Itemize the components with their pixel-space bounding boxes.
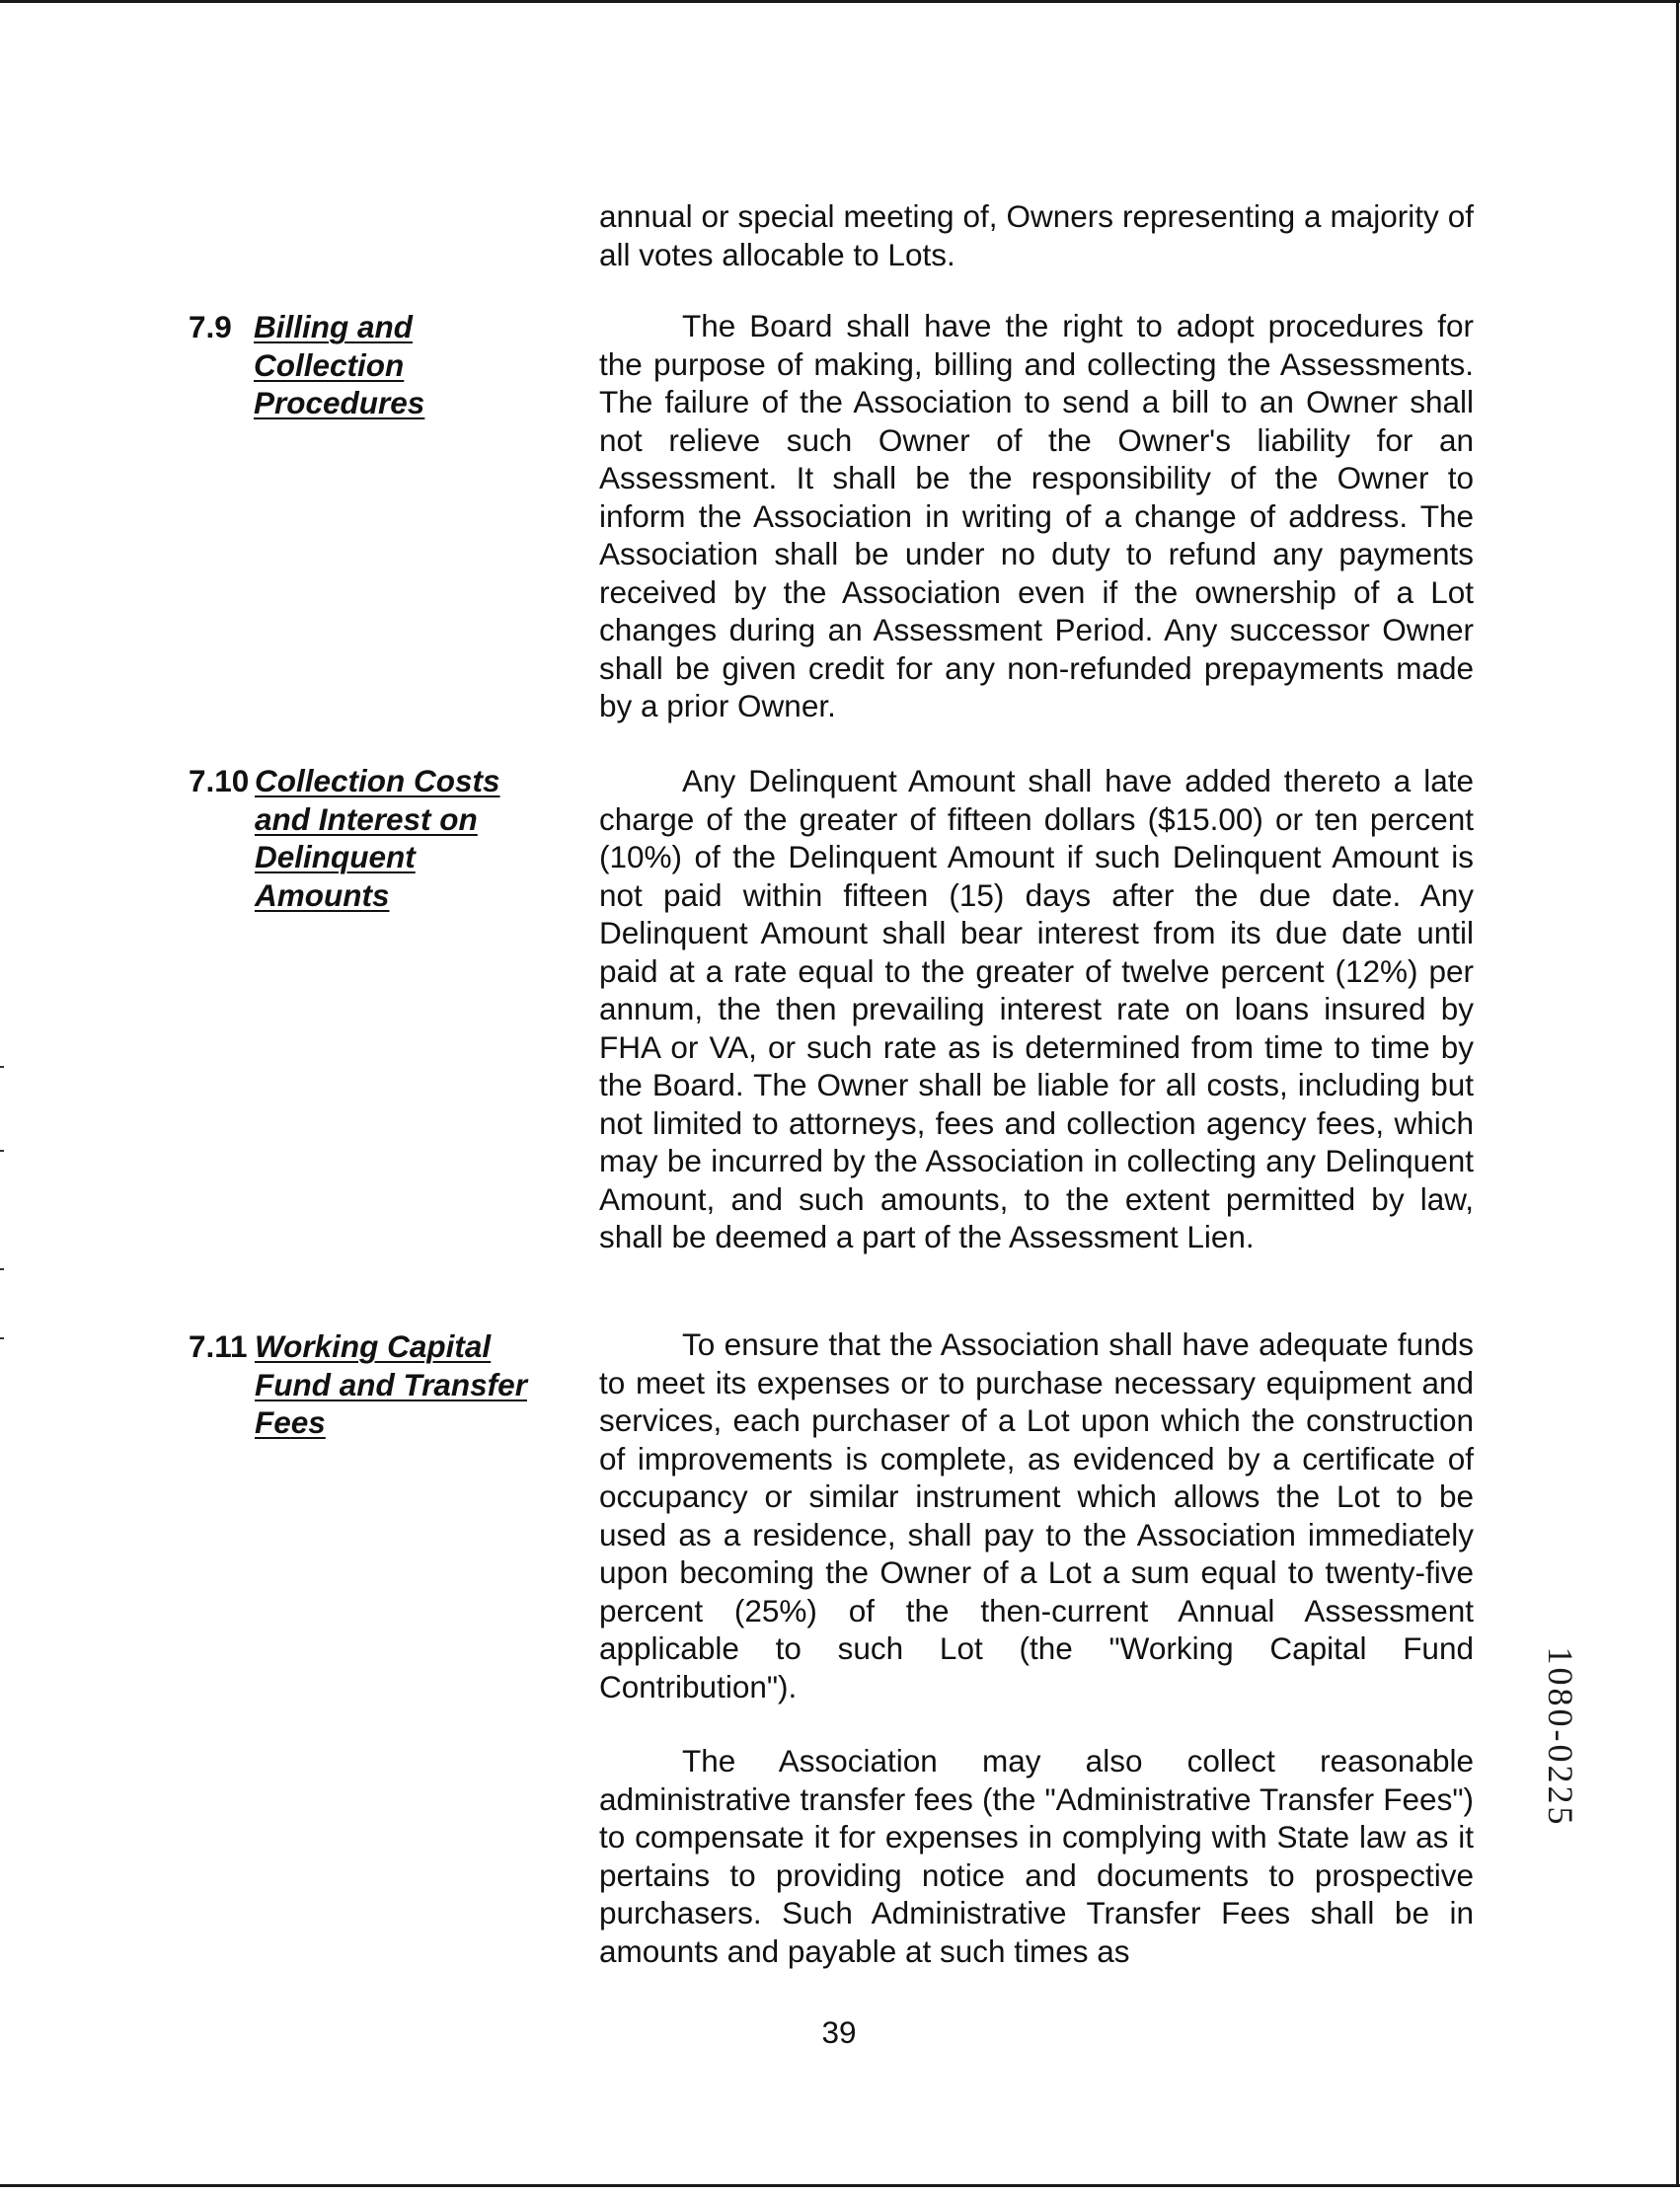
top-border-line bbox=[0, 0, 1680, 3]
section-title-line: Working Capital bbox=[255, 1328, 492, 1364]
scan-edge-mark bbox=[0, 1066, 4, 1068]
scan-edge-mark bbox=[0, 1150, 4, 1152]
section-title bbox=[255, 1327, 527, 1442]
section-title-line: Billing and bbox=[254, 309, 413, 344]
document-stamp bbox=[1531, 1589, 1590, 1885]
section-7-11-heading bbox=[189, 1327, 583, 1446]
bottom-border-line bbox=[0, 2184, 1680, 2187]
section-7-10-body: Any Delinquent Amount shall have added thereto a late charge of the greater of fifteen dollars ($15.00) or ten percent (10%) of the Delinquent Amount if such Delinquent Amount is not paid within fifteen (15) days after the due date. Any Delinquent Amount shall bear interest from its due date until paid at a rate equal to the greater of twelve percent (12%) per annum, the then prevailing interest rate on loans insured by FHA or VA, or such rate as is determined from time to time by the Board. The Owner shall be liable for all costs, including but not limited to attorneys, fees and collection agency fees, which may be incurred by the Association in collecting any Delinquent Amount, and such amounts, to the extent permitted by law, shall be deemed a part of the Assessment Lien. bbox=[599, 763, 1474, 1254]
section-7-9-body: The Board shall have the right to adopt procedures for the purpose of making, billing and collecting the Assessments. The failure of the Association to send a bill to an Owner shall not relieve such Owner of the Owner's liability for an Assessment. It shall be the responsibility of the Owner to inform the Association in writing of a change of address. The Association shall be under no duty to refund any payments received by the Association even if the ownership of a Lot changes during an Assessment Period. Any successor Owner shall be given credit for any non-refunded prepayments made by a prior Owner. bbox=[599, 308, 1474, 723]
document-stamp-text: 1080-0225 bbox=[1541, 1646, 1580, 1828]
section-title-line: Amounts bbox=[255, 876, 390, 913]
section-number: 7.10 bbox=[189, 763, 250, 798]
section-title bbox=[255, 762, 500, 914]
section-title bbox=[254, 308, 424, 422]
section-7-9-heading bbox=[189, 308, 564, 426]
continuation-paragraph: annual or special meeting of, Owners representing a majority of all votes allocable to Lots. bbox=[599, 198, 1474, 272]
section-title-line: and Interest on bbox=[255, 800, 478, 837]
section-title-line: Collection bbox=[254, 346, 405, 383]
scan-edge-mark bbox=[0, 1268, 4, 1270]
section-title-line: Procedures bbox=[254, 385, 425, 420]
section-number: 7.11 bbox=[189, 1328, 248, 1364]
section-title-line: Collection Costs bbox=[255, 763, 500, 798]
right-border-line bbox=[1676, 0, 1679, 2187]
section-title-line: Delinquent bbox=[255, 839, 416, 874]
section-title-line: Fund and Transfer bbox=[255, 1366, 527, 1402]
section-7-11-body-paragraph-2: The Association may also collect reasonable administrative transfer fees (the "Administrative Transfer Fees") to compensate it for expenses in complying with State law as it pertains to providing notice and documents to prospective purchasers. Such Administrative Transfer Fees shall be in amounts and payable at such times as bbox=[599, 1743, 1474, 1969]
page-number: 39 bbox=[821, 2014, 857, 2050]
section-number: 7.9 bbox=[189, 309, 232, 344]
section-7-11-body-paragraph-1: To ensure that the Association shall have adequate funds to meet its expenses or to purchase necessary equipment and services, each purchaser of a Lot upon which the construction of improvements is complete, as evidenced by a certificate of occupancy or similar instrument which allows the Lot to be used as a residence, shall pay to the Association immediately upon becoming the Owner of a Lot a sum equal to twenty-five percent (25%) of the then-current Annual Assessment applicable to such Lot (the "Working Capital Fund Contribution"). bbox=[599, 1326, 1474, 1704]
section-title-line: Fees bbox=[255, 1404, 326, 1440]
section-7-10-heading bbox=[189, 762, 564, 920]
scan-edge-mark bbox=[0, 1337, 4, 1339]
